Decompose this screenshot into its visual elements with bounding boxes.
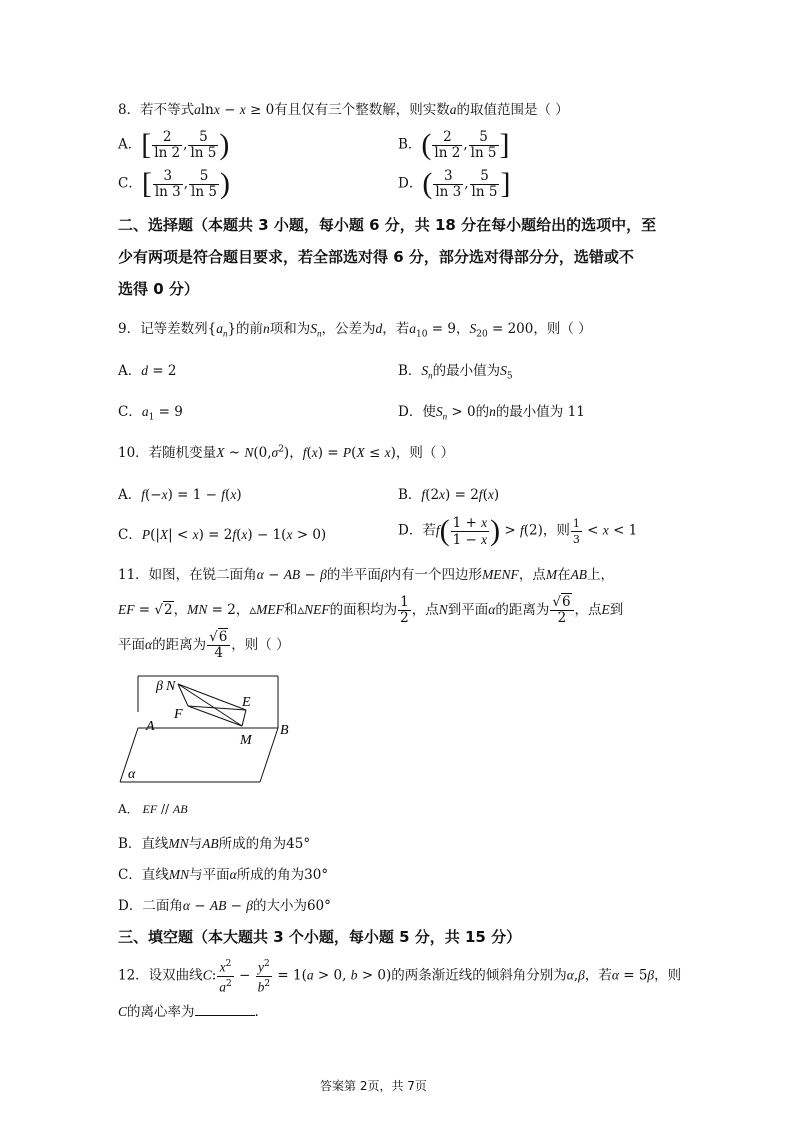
label-b: B (280, 723, 289, 738)
label-e: E (242, 695, 251, 710)
q9-option-a[interactable]: A．d = 2 (118, 363, 177, 379)
label-f: F (174, 707, 183, 722)
q8-option-c[interactable]: C．[ $\frac{3}{\ln 3}$ , $\frac{5}{\ln 5}$ ) (118, 167, 230, 200)
section2-line3: 选得 0 分） (118, 280, 199, 298)
q11-line1: 11．如图，在锐二面角α − AB − β的半平面β内有一个四边形MENF，点M在AB上， (118, 567, 615, 583)
q9-option-d[interactable]: D．使$S_n > 0$的n的最小值为 11 (398, 404, 585, 422)
q8-stem: 8．若不等式alnx − x ≥ 0有且仅有三个整数解，则实数a的取值范围是（ ） (118, 102, 569, 118)
label-m: M (240, 733, 252, 748)
label-n: N (166, 679, 176, 694)
q10-option-b[interactable]: B．f(2x) = 2f(x) (398, 487, 500, 503)
label-a: A (146, 719, 155, 734)
answer-blank[interactable] (195, 1003, 255, 1016)
q9-option-b[interactable]: B．$S_n$的最小值为$S_5$ (398, 363, 513, 382)
q10-option-a[interactable]: A．f(−x) = 1 − f(x) (118, 487, 242, 503)
dihedral-angle-figure (118, 672, 298, 787)
q11-option-c[interactable]: C．直线MN与平面α所成的角为30° (118, 867, 329, 883)
plane-alpha-right-edge (260, 728, 278, 782)
q11-option-a[interactable]: A． EF // AB (118, 802, 188, 816)
page-footer: 答案第 2页，共 7页 (320, 1079, 427, 1093)
section2-line1: 二、选择题（本题共 3 小题，每小题 6 分，共 18 分在每小题给出的选项中，至 (118, 216, 657, 234)
q8-option-b[interactable]: B．( $\frac{2}{\ln 2}$ , $\frac{5}{\ln 5}$ ] (398, 128, 510, 161)
q10-stem: 10．若随机变量X ~ $N(0,\sigma^2)$，f(x) = P(X ≤ x)，则（ ） (118, 444, 455, 461)
section3-title: 三、填空题（本大题共 3 个小题，每小题 5 分，共 15 分） (118, 928, 522, 946)
q11-line2: EF = √2，MN = 2，▵MEF和▵NEF的面积均为 $\frac{1}{2}$ ，点N到平面α的距离为 $\frac{√6}{2}$ ，点E到 (118, 594, 624, 626)
section2-line2: 少有两项是符合题目要求，若全部选对得 6 分，部分选对得部分分，选错或不 (118, 248, 634, 266)
q10-option-d[interactable]: D．若f( $\frac{1 + x}{1 - x}$ ) > f(2)，则 $\frac{1}{3}$ < x < 1 (398, 514, 638, 548)
label-alpha: α (128, 767, 136, 782)
q8-option-a[interactable]: A．[ $\frac{2}{\ln 2}$ , $\frac{5}{\ln 5}$ ) (118, 128, 230, 161)
q8-option-d[interactable]: D．( $\frac{3}{\ln 3}$ , $\frac{5}{\ln 5}$ ] (398, 167, 511, 200)
q11-line3: 平面α的距离为 $\frac{√6}{4}$ ，则（ ） (118, 629, 290, 661)
segment-em (242, 710, 246, 726)
q12-line2: C的离心率为 . (118, 1004, 259, 1020)
q11-option-d[interactable]: D．二面角α − AB − β的大小为60° (118, 898, 331, 914)
q10-option-c[interactable]: C．P(|X| < x) = 2f(x) − 1(x > 0) (118, 527, 327, 543)
q11-option-b[interactable]: B．直线MN与AB所成的角为45° (118, 836, 311, 852)
q9-stem: 9．记等差数列$\{a_n\}$的前n项和为$S_n$，公差为d，若$a_{10} = 9$，$S_{20} = 200$，则（ ） (118, 321, 592, 340)
q9-option-c[interactable]: C．$a_1 = 9$ (118, 404, 183, 423)
label-beta: β (156, 679, 163, 694)
q12-stem: 12．设双曲线C: $\frac{x^2}{a^2}$ − $\frac{y^2}{b^2}$ = 1(a > 0, b > 0)的两条渐近线的倾斜角分别为α,β，若α = 5β，则 (118, 959, 682, 994)
